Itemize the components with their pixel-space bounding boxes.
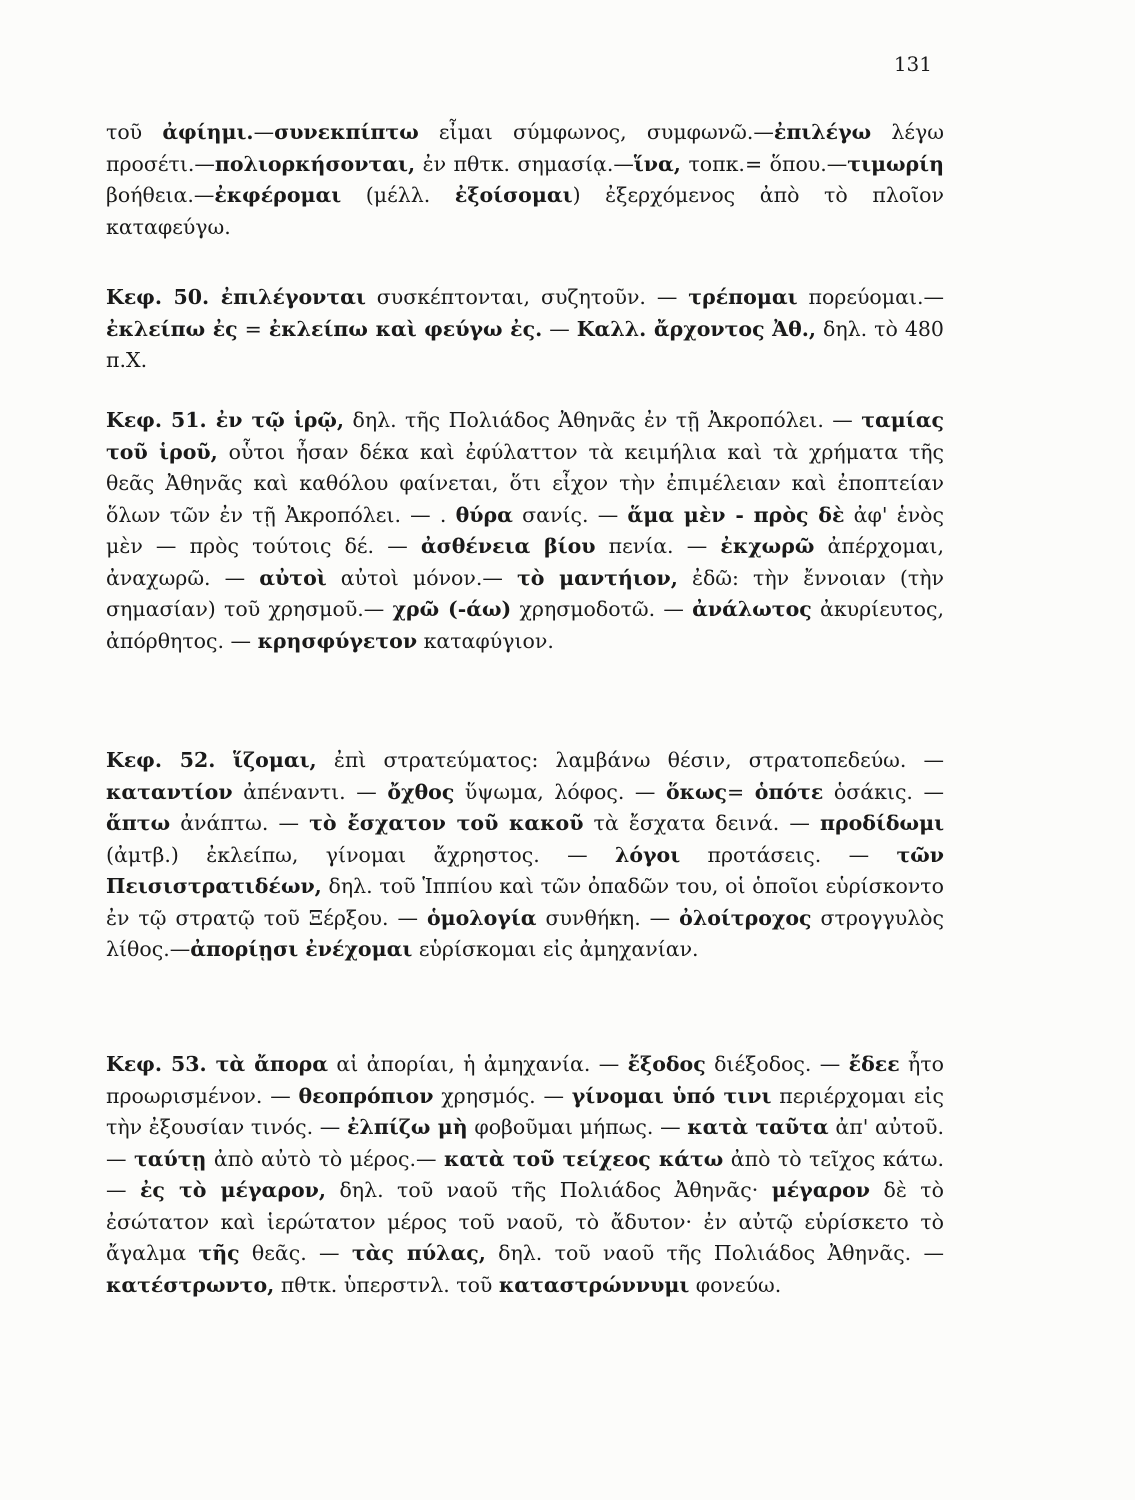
glossed-term: κατὰ τοῦ τείχεος κάτω bbox=[443, 1146, 724, 1171]
gloss-text: αὐτοὶ μόνον.— bbox=[326, 565, 517, 590]
gloss-text: ὁσάκις. — bbox=[823, 779, 945, 804]
gloss-text: δηλ. τῆς Πολιάδος Ἀθηνᾶς ἐν τῇ Ἀκροπόλει. — bbox=[344, 408, 862, 432]
glossed-term: κρησφύγετον bbox=[257, 628, 418, 653]
glossed-term: ταμίας τοῦ ἱροῦ, bbox=[106, 408, 944, 464]
glossed-term: ἐπιλέγονται bbox=[220, 285, 366, 309]
gloss-text: πορεύομαι.— bbox=[797, 285, 944, 309]
gloss-text: φοβοῦμαι μήπως. — bbox=[467, 1115, 688, 1139]
glossed-term: ἵζομαι, bbox=[233, 748, 317, 772]
glossed-term: καταντίον bbox=[106, 779, 233, 804]
gloss-text: ἀπέναντι. — bbox=[232, 779, 388, 804]
gloss-text: ὕψωμα, λόφος. — bbox=[454, 779, 666, 804]
glossed-term: Καλλ. ἄρχοντος Ἀθ., bbox=[576, 316, 817, 341]
gloss-text: εἶμαι σύμφωνος, συμφωνῶ.— bbox=[418, 120, 774, 144]
glossed-term: ἐκχωρῶ bbox=[720, 534, 815, 558]
glossed-term: χρῶ (-άω) bbox=[392, 597, 512, 621]
glossed-term: ἀσθένεια βίου bbox=[420, 534, 596, 558]
gloss-text: = bbox=[237, 316, 269, 341]
gloss-text: φονεύω. bbox=[689, 1272, 782, 1297]
glossed-term: προδίδωμι bbox=[819, 811, 944, 835]
gloss-text: λέγω προσέτι.— bbox=[106, 120, 944, 176]
gloss-text: τοπκ.= ὅπου.— bbox=[680, 151, 848, 176]
gloss-text: ἐν πθτκ. σημασίᾳ.— bbox=[415, 151, 634, 176]
gloss-text: = bbox=[727, 779, 755, 804]
glossed-term: τρέπομαι bbox=[688, 285, 798, 309]
gloss-text: εὑρίσκομαι εἰς ἀμηχανίαν. bbox=[412, 937, 699, 961]
gloss-text: (ἀμτβ.) ἐκλείπω, γίνομαι ἄχρηστος. — bbox=[106, 842, 615, 867]
gloss-text: δηλ. τοῦ Ἱππίου καὶ τῶν ὀπαδῶν του, οἱ ὁποῖοι εὑρίσκοντο ἐν τῷ στρατῷ τοῦ Ξέρξου. — bbox=[106, 874, 944, 930]
gloss-text: (μέλλ. bbox=[341, 183, 455, 207]
page-number: 131 bbox=[893, 52, 932, 76]
gloss-text: δηλ. τοῦ ναοῦ τῆς Πολιάδος Ἀθηνᾶς· bbox=[326, 1178, 772, 1202]
glossed-term: ἐξοίσομαι bbox=[454, 183, 573, 207]
gloss-text: οὗτοι ἦσαν δέκα καὶ ἐφύλαττον τὰ κειμήλια καὶ τὰ χρήματα τῆς θεᾶς Ἀθηνᾶς καὶ καθόλου φαίνεται, ὅτι εἶχον τὴν ἐπιμέλειαν καὶ ἐποπτείαν ὅλων τῶν ἐν τῇ Ἀκροπόλει. — . bbox=[106, 439, 944, 527]
gloss-text: χρησμοδοτῶ. — bbox=[511, 597, 693, 621]
glossed-term: Κεφ. 52. bbox=[106, 748, 234, 772]
section-chapter-52 bbox=[106, 745, 944, 966]
glossed-term: λόγοι bbox=[614, 842, 681, 867]
glossed-term: καταστρώννυμι bbox=[498, 1272, 690, 1297]
glossed-term: ἐς τὸ μέγαρον, bbox=[139, 1178, 326, 1202]
glossed-term: θεοπρόπιον bbox=[298, 1083, 434, 1108]
gloss-text: ἀπ' αὐτοῦ. — bbox=[106, 1115, 945, 1171]
gloss-text: ἀπὸ τὸ τεῖχος κάτω. — bbox=[106, 1146, 944, 1202]
glossed-term: ἵνα, bbox=[633, 151, 681, 176]
section-chapter-50 bbox=[106, 282, 944, 377]
glossed-term: ὅκως bbox=[665, 779, 728, 804]
glossed-term: κατέστρωντο, bbox=[106, 1272, 275, 1297]
glossed-term: θύρα bbox=[455, 502, 513, 527]
section-chapter-51 bbox=[106, 405, 944, 657]
glossed-term: ἀνάλωτος bbox=[692, 597, 812, 621]
gloss-text: ἦτο προωρισμένον. — bbox=[106, 1052, 944, 1108]
glossed-term: ὄχθος bbox=[387, 779, 455, 804]
gloss-text: ἀπὸ αὐτὸ τὸ μέρος.— bbox=[206, 1146, 444, 1171]
gloss-text: δὲ τὸ ἐσώτατον καὶ ἱερώτατον μέρος τοῦ ναοῦ, τὸ ἄδυτον· ἐν αὐτῷ εὑρίσκετο τὸ ἄγαλμα bbox=[106, 1178, 944, 1265]
glossed-term: τῆς bbox=[198, 1241, 240, 1265]
gloss-text: ἀφ' ἑνὸς μὲν — πρὸς τούτοις δέ. — bbox=[106, 502, 944, 558]
glossed-term: τιμωρίη bbox=[847, 151, 944, 176]
glossed-term: συνεκπίπτω bbox=[274, 120, 419, 144]
gloss-text: τοῦ bbox=[106, 120, 163, 144]
gloss-text: ἀκυρίευτος, ἀπόρθητος. — bbox=[106, 597, 944, 653]
gloss-text: σανίς. — bbox=[512, 502, 628, 527]
glossed-term: ὁμολογία bbox=[426, 905, 537, 930]
glossed-term: ἐλπίζω μὴ bbox=[347, 1115, 468, 1139]
glossed-term: ἅπτω bbox=[106, 811, 171, 835]
glossed-term: ἐπιλέγω bbox=[773, 120, 872, 144]
glossed-term: ἅμα μὲν - πρὸς δὲ bbox=[627, 502, 845, 527]
glossed-term: ὁπότε bbox=[754, 779, 824, 804]
gloss-text: καταφύγιον. bbox=[417, 628, 554, 653]
gloss-text: τὰ ἔσχατα δεινά. — bbox=[583, 811, 820, 835]
glossed-term: τῶν Πεισιστρατιδέων, bbox=[106, 842, 944, 898]
glossed-term: τὰ ἄπορα bbox=[215, 1052, 329, 1076]
glossed-term: τὰς πύλας, bbox=[351, 1241, 486, 1265]
gloss-text: βοήθεια.— bbox=[106, 183, 215, 207]
glossed-term: ταύτῃ bbox=[133, 1146, 207, 1171]
gloss-text: περιέρχομαι εἰς τὴν ἐξουσίαν τινός. — bbox=[106, 1083, 944, 1139]
gloss-text: ἀπέρχομαι, ἀναχωρῶ. — bbox=[106, 534, 944, 590]
gloss-text: ἐπὶ στρατεύματος: λαμβάνω θέσιν, στρατοπεδεύω. — bbox=[316, 748, 945, 772]
glossed-term: ὀλοίτροχος bbox=[679, 905, 812, 930]
glossed-term: ἐκλείπω καὶ φεύγω ἐς. bbox=[268, 316, 543, 341]
gloss-text: ἐδῶ: τὴν ἔννοιαν (τὴν σημασίαν) τοῦ χρησμοῦ.— bbox=[106, 565, 945, 621]
gloss-text: αἱ ἀπορίαι, ἡ ἀμηχανία. — bbox=[328, 1052, 628, 1076]
gloss-text: συνθήκη. — bbox=[536, 905, 680, 930]
gloss-text: — bbox=[253, 120, 275, 144]
glossed-term: Κεφ. 50. bbox=[106, 285, 221, 309]
gloss-text: πθτκ. ὑπερστνλ. τοῦ bbox=[274, 1272, 499, 1297]
glossed-term: αὐτοὶ bbox=[259, 565, 327, 590]
gloss-text: δηλ. τοῦ ναοῦ τῆς Πολιάδος Ἀθηνᾶς. — bbox=[485, 1241, 945, 1265]
gloss-text: συσκέπτονται, συζητοῦν. — bbox=[365, 285, 689, 309]
glossed-term: κατὰ ταῦτα bbox=[687, 1115, 829, 1139]
gloss-text: — bbox=[542, 316, 577, 341]
glossed-term: ἐκφέρομαι bbox=[214, 183, 342, 207]
glossed-term: ἀπορίῃσι ἐνέχομαι bbox=[190, 937, 413, 961]
glossed-term: ἐν τῷ ἱρῷ, bbox=[215, 408, 345, 432]
glossed-term: τὸ μαντήιον, bbox=[516, 565, 678, 590]
glossed-term: ἐκλείπω ἐς bbox=[106, 316, 238, 341]
glossed-term: γίνομαι ὑπό τινι bbox=[571, 1083, 772, 1108]
gloss-text: δηλ. τὸ 480 π.Χ. bbox=[106, 316, 944, 372]
section-ch49-continuation bbox=[106, 117, 944, 243]
glossed-term: πολιορκήσονται, bbox=[214, 151, 416, 176]
gloss-text: ) ἐξερχόμενος ἀπὸ τὸ πλοῖον καταφεύγω. bbox=[106, 183, 944, 239]
gloss-text: στρογγυλὸς λίθος.— bbox=[106, 905, 945, 961]
gloss-text: θεᾶς. — bbox=[239, 1241, 352, 1265]
gloss-text: προτάσεις. — bbox=[680, 842, 897, 867]
glossed-term: Κεφ. 53. bbox=[106, 1052, 216, 1076]
section-chapter-53 bbox=[106, 1049, 944, 1301]
gloss-text: χρησμός. — bbox=[433, 1083, 572, 1108]
gloss-text: διέξοδος. — bbox=[705, 1052, 849, 1076]
glossed-term: ἀφίημι. bbox=[162, 120, 254, 144]
glossed-term: ἔξοδος bbox=[627, 1052, 706, 1076]
glossed-term: ἔδεε bbox=[848, 1052, 900, 1076]
gloss-text: ἀνάπτω. — bbox=[170, 811, 310, 835]
glossed-term: τὸ ἔσχατον τοῦ κακοῦ bbox=[309, 811, 584, 835]
glossed-term: Κεφ. 51. bbox=[106, 408, 216, 432]
glossed-term: μέγαρον bbox=[771, 1178, 871, 1202]
gloss-text: πενία. — bbox=[595, 534, 721, 558]
